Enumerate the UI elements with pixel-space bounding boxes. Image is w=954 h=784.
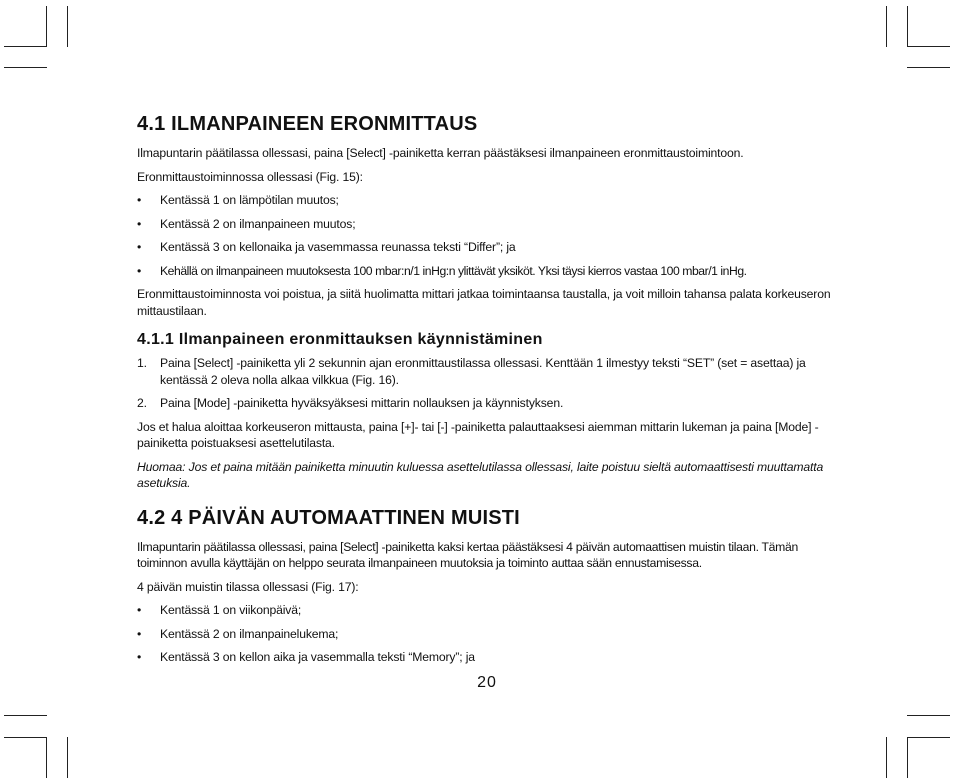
section-4-1-1 — [137, 329, 833, 492]
numbered-list — [137, 355, 833, 412]
bullet-marker: • — [137, 650, 142, 664]
bullet-marker: • — [137, 626, 142, 641]
crop-mark — [886, 6, 887, 47]
bullet-list — [137, 192, 833, 279]
bullet-list — [137, 602, 833, 666]
crop-mark — [4, 715, 47, 716]
list-item — [137, 395, 833, 412]
step-number: 1. — [137, 356, 147, 370]
crop-mark — [886, 737, 887, 778]
list-item — [137, 192, 833, 209]
list-item — [137, 239, 833, 256]
crop-mark — [907, 67, 950, 68]
bullet-marker: • — [137, 603, 142, 617]
list-item-text: Paina [Select] -painiketta yli 2 sekunnin ajan eronmittaustilassa ollessasi. Kenttään 1 ilmestyy teksti “SET” (set = asettaa) ja kentässä 2 oleva nolla alkaa vilkkua (Fig. 16). — [160, 356, 806, 387]
bullet-marker: • — [137, 263, 141, 278]
list-item — [137, 355, 833, 388]
page-content — [137, 112, 833, 673]
paragraph: Ilmapuntarin päätilassa ollessasi, paina [Select] -painiketta kaksi kertaa päästäksesi 4 päivän automaattisen muistin tilaan. Tämän toiminnon avulla käyttäjän on helppo seurata ilmanpaineen muutoksia ja toiminto auttaa sään ennustamisessa. — [137, 539, 798, 570]
list-item-text: Kentässä 3 on kellonaika ja vasemmassa reunassa teksti “Differ”; ja — [160, 240, 516, 254]
crop-mark — [907, 46, 950, 47]
crop-mark — [907, 6, 908, 47]
list-item — [137, 602, 833, 619]
section-4-1 — [137, 112, 833, 319]
crop-mark — [907, 737, 950, 738]
list-item-text: Kentässä 1 on viikonpäivä; — [160, 603, 302, 617]
crop-mark — [67, 737, 68, 778]
list-item-text: Kentässä 2 on ilmanpainelukema; — [160, 626, 339, 641]
paragraph: 4 päivän muistin tilassa ollessasi (Fig. 17): — [137, 579, 359, 594]
crop-mark — [46, 6, 47, 47]
paragraph: Eronmittaustoiminnossa ollessasi (Fig. 15): — [137, 169, 363, 184]
bullet-marker: • — [137, 216, 142, 231]
paragraph: Ilmapuntarin päätilassa ollessasi, paina [Select] -painiketta kerran päästäksesi ilmanpaineen eronmittaustoimintoon. — [137, 146, 744, 160]
list-item — [137, 216, 833, 233]
list-item-text: Kentässä 3 on kellon aika ja vasemmalla teksti “Memory”; ja — [160, 650, 475, 664]
note-paragraph: Huomaa: Jos et paina mitään painiketta minuutin kuluessa asettelutilassa ollessasi, laite poistuu sieltä automaattisesti muuttamatta asetuksia. — [137, 459, 824, 490]
crop-mark — [907, 715, 950, 716]
crop-mark — [67, 6, 68, 47]
section-4-2 — [137, 506, 833, 666]
subsection-heading: 4.1.1 Ilmanpaineen eronmittauksen käynnistäminen — [137, 331, 543, 348]
bullet-marker: • — [137, 240, 142, 254]
list-item — [137, 649, 833, 666]
crop-mark — [4, 737, 47, 738]
step-number: 2. — [137, 396, 147, 410]
list-item — [137, 263, 833, 280]
crop-mark — [907, 737, 908, 778]
list-item-text: Kehällä on ilmanpaineen muutoksesta 100 mbar:n/1 inHg:n ylittävät yksiköt. Yksi täysi kierros vastaa 100 mbar/1 inHg. — [160, 263, 747, 278]
list-item-text: Kentässä 2 on ilmanpaineen muutos; — [160, 216, 356, 231]
list-item-text: Kentässä 1 on lämpötilan muutos; — [160, 193, 339, 207]
list-item-text: Paina [Mode] -painiketta hyväksyäksesi mittarin nollauksen ja käynnistyksen. — [160, 396, 564, 410]
paragraph: Eronmittaustoiminnosta voi poistua, ja siitä huolimatta mittari jatkaa toimintaansa taustalla, ja voit milloin tahansa palata korkeuseron mittaustilaan. — [137, 287, 831, 318]
crop-mark — [4, 67, 47, 68]
crop-mark — [46, 737, 47, 778]
section-heading: 4.2 4 PÄIVÄN AUTOMAATTINEN MUISTI — [137, 506, 520, 529]
section-heading: 4.1 ILMANPAINEEN ERONMITTAUS — [137, 113, 478, 135]
paragraph: Jos et halua aloittaa korkeuseron mittausta, paina [+]- tai [-] -painiketta palauttaaksesi aiemman mittarin lukeman ja paina [Mode] -painiketta poistuaksesi asettelutilasta. — [137, 419, 819, 450]
crop-mark — [4, 46, 47, 47]
list-item — [137, 626, 833, 643]
page-number: 20 — [477, 674, 497, 691]
bullet-marker: • — [137, 193, 142, 207]
